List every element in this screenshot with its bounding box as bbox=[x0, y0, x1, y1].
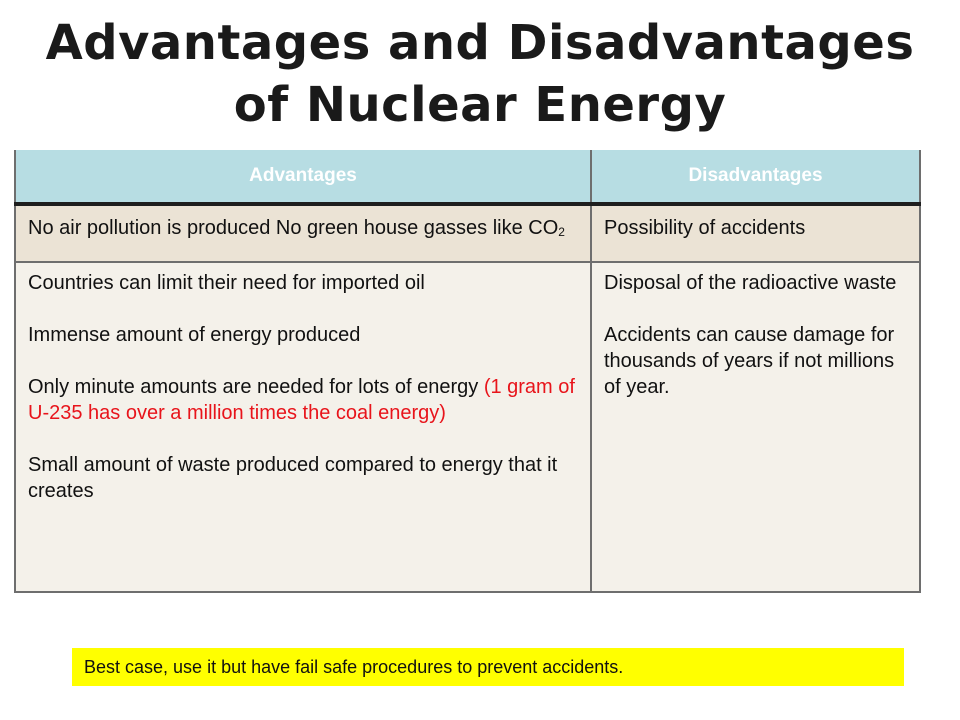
best-case-note: Best case, use it but have fail safe procedures to prevent accidents. bbox=[72, 648, 904, 686]
advantage-imported-oil: Countries can limit their need for imported oil bbox=[28, 272, 425, 294]
advantage-minute-amounts bbox=[28, 374, 580, 426]
title-line-2: of Nuclear Energy bbox=[233, 77, 727, 133]
advantage-cell bbox=[15, 262, 591, 592]
advantage-minute-amounts-text: Only minute amounts are needed for lots of energy bbox=[28, 376, 484, 398]
advantage-cell bbox=[15, 204, 591, 262]
table-header-row bbox=[15, 150, 920, 204]
header-disadvantages: Disadvantages bbox=[591, 150, 920, 204]
disadvantage-cell: Possibility of accidents bbox=[591, 204, 920, 262]
slide-title bbox=[0, 12, 960, 136]
disadvantage-waste-disposal: Disposal of the radioactive waste bbox=[604, 272, 897, 294]
advantage-small-waste: Small amount of waste produced compared to energy that it creates bbox=[28, 454, 558, 502]
disadvantage-long-damage: Accidents can cause damage for thousands of years if not millions of year. bbox=[604, 324, 895, 398]
comparison-table bbox=[14, 150, 921, 593]
advantage-text: No air pollution is produced No green house gasses like CO bbox=[28, 217, 559, 239]
advantage-energy-produced: Immense amount of energy produced bbox=[28, 324, 361, 346]
header-advantages: Advantages bbox=[15, 150, 591, 204]
uranium-comparison-note: (1 gram of U-235 has over a million times the coal energy) bbox=[28, 376, 575, 424]
table-row bbox=[15, 204, 920, 262]
title-line-1: Advantages and Disadvantages bbox=[45, 15, 915, 71]
table-row bbox=[15, 262, 920, 592]
disadvantage-cell bbox=[591, 262, 920, 592]
subscript-2: 2 bbox=[558, 225, 565, 239]
